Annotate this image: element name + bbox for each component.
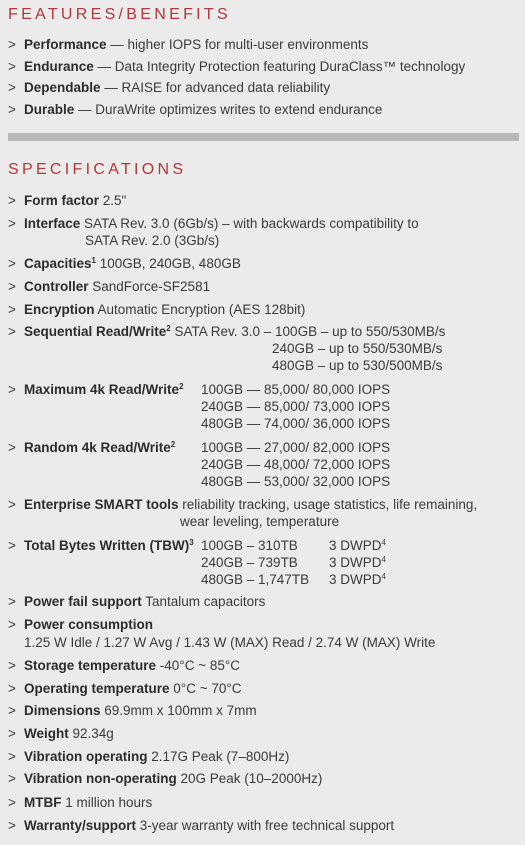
spec-value: 100GB – 310TB: [201, 538, 298, 553]
spec-label: Maximum 4k Read/Write: [24, 382, 180, 397]
bullet-arrow-icon: >: [8, 382, 16, 397]
spec-value: 480GB – 1,747TB: [201, 572, 310, 587]
dwpd-value: 3 DWPD: [329, 555, 382, 570]
bullet-arrow-icon: >: [8, 324, 16, 339]
spec-value: 240GB — 48,000/ 72,000 IOPS: [201, 457, 391, 472]
bullet-arrow-icon: >: [8, 497, 16, 512]
bullet-arrow-icon: >: [8, 681, 16, 696]
bullet-arrow-icon: >: [8, 594, 16, 609]
spec-controller: [8, 278, 521, 295]
spec-value-continued: SATA Rev. 2.0 (3Gb/s): [85, 233, 220, 248]
dwpd-value: 3 DWPD: [329, 538, 382, 553]
feature-item: [8, 101, 521, 118]
spec-value: 480GB — 53,000/ 32,000 IOPS: [201, 474, 391, 489]
spec-value: 3-year warranty with free technical support: [136, 818, 395, 833]
bullet-arrow-icon: >: [8, 818, 16, 833]
bullet-arrow-icon: >: [8, 658, 16, 673]
spec-value-continued: 480GB – up to 530/500MB/s: [272, 358, 443, 373]
spec-value-list: [201, 537, 309, 588]
spec-label: Interface: [24, 216, 81, 231]
spec-label: Power consumption: [24, 617, 154, 632]
spec-value: 240GB – 739TB: [201, 555, 298, 570]
spec-label: Capacities: [24, 256, 92, 271]
spec-value: reliability tracking, usage statistics, life remaining,: [178, 497, 478, 512]
feature-label: Performance: [24, 37, 107, 52]
feature-item: [8, 79, 521, 96]
spec-value: 1 million hours: [61, 795, 153, 810]
feature-text: — DuraWrite optimizes writes to extend endurance: [74, 102, 383, 117]
spec-capacities: [8, 255, 521, 272]
spec-value: SATA Rev. 3.0 (6Gb/s) – with backwards compatibility to: [80, 216, 419, 231]
footnote-marker: 2: [179, 382, 184, 391]
spec-weight: [8, 725, 521, 742]
spec-label: Enterprise SMART tools: [24, 497, 179, 512]
bullet-arrow-icon: >: [8, 795, 16, 810]
spec-value: -40°C ~ 85°C: [156, 658, 241, 673]
footnote-marker: 1: [91, 256, 96, 265]
spec-label: Power fail support: [24, 594, 142, 609]
spec-label: Weight: [24, 726, 69, 741]
spec-power-consumption: [8, 616, 521, 633]
spec-label: MTBF: [24, 795, 62, 810]
spec-label: Sequential Read/Write: [24, 324, 167, 339]
spec-value: Automatic Encryption (AES 128bit): [94, 302, 306, 317]
spec-label: Operating temperature: [24, 681, 170, 696]
feature-item: [8, 58, 521, 75]
bullet-arrow-icon: >: [8, 749, 16, 764]
bullet-arrow-icon: >: [8, 37, 16, 52]
section-divider: [8, 133, 519, 141]
spec-value: Tantalum capacitors: [141, 594, 266, 609]
bullet-arrow-icon: >: [8, 216, 16, 231]
spec-label: Dimensions: [24, 703, 101, 718]
spec-storage-temp: [8, 657, 521, 674]
bullet-arrow-icon: >: [8, 440, 16, 455]
spec-warranty: [8, 817, 521, 834]
spec-label: Controller: [24, 279, 89, 294]
footnote-marker: 3: [189, 538, 194, 547]
feature-text: — Data Integrity Protection featuring DuraClass™ technology: [93, 59, 466, 74]
feature-text: — RAISE for advanced data reliability: [100, 80, 331, 95]
spec-mtbf: [8, 794, 521, 811]
feature-text: — higher IOPS for multi-user environments: [106, 37, 369, 52]
spec-dwpd: [329, 554, 386, 571]
spec-sequential: [8, 323, 521, 340]
spec-label: Warranty/support: [24, 818, 137, 833]
bullet-arrow-icon: >: [8, 703, 16, 718]
feature-label: Dependable: [24, 80, 101, 95]
spec-value-list: [201, 381, 390, 432]
spec-value: SATA Rev. 3.0 – 100GB – up to 550/530MB/s: [170, 324, 446, 339]
spec-vibration-non-operating: [8, 770, 521, 787]
spec-dimensions: [8, 702, 521, 719]
bullet-arrow-icon: >: [8, 279, 16, 294]
footnote-marker: 4: [381, 538, 386, 547]
spec-value: 69.9mm x 100mm x 7mm: [100, 703, 257, 718]
spec-label: Vibration operating: [24, 749, 148, 764]
spec-value: 0°C ~ 70°C: [169, 681, 242, 696]
bullet-arrow-icon: >: [8, 59, 16, 74]
spec-value: 92.34g: [68, 726, 114, 741]
spec-value-continued: 1.25 W Idle / 1.27 W Avg / 1.43 W (MAX) Read / 2.74 W (MAX) Write: [24, 635, 436, 650]
spec-dwpd: [329, 537, 386, 554]
bullet-arrow-icon: >: [8, 102, 16, 117]
bullet-arrow-icon: >: [8, 617, 16, 632]
spec-value: 480GB — 74,000/ 36,000 IOPS: [201, 416, 391, 431]
footnote-marker: 2: [170, 440, 176, 449]
spec-value-list: [201, 439, 390, 490]
spec-label: Form factor: [24, 193, 100, 208]
footnote-marker: 4: [381, 572, 386, 581]
bullet-arrow-icon: >: [8, 80, 16, 95]
specifications-title: SPECIFICATIONS: [8, 161, 187, 178]
bullet-arrow-icon: >: [8, 538, 16, 553]
spec-smart: [8, 496, 521, 513]
spec-label: Storage temperature: [24, 658, 157, 673]
spec-operating-temp: [8, 680, 521, 697]
spec-label: Total Bytes Written (TBW): [24, 538, 190, 553]
spec-value: 2.17G Peak (7–800Hz): [147, 749, 290, 764]
spec-value: SandForce-SF2581: [88, 279, 211, 294]
spec-form-factor: [8, 192, 521, 209]
features-title: FEATURES/BENEFITS: [8, 6, 231, 23]
bullet-arrow-icon: >: [8, 302, 16, 317]
spec-interface: [8, 215, 521, 232]
spec-value: 20G Peak (10–2000Hz): [176, 771, 323, 786]
spec-value: 100GB, 240GB, 480GB: [96, 256, 241, 271]
feature-item: [8, 36, 521, 53]
spec-label: Vibration non-operating: [24, 771, 177, 786]
spec-dwpd-list: [329, 537, 386, 588]
spec-vibration-operating: [8, 748, 521, 765]
feature-label: Endurance: [24, 59, 94, 74]
spec-label: Random 4k Read/Write: [24, 440, 171, 455]
spec-value: 2.5": [99, 193, 127, 208]
dwpd-value: 3 DWPD: [329, 572, 382, 587]
spec-power-fail: [8, 593, 521, 610]
bullet-arrow-icon: >: [8, 256, 16, 271]
spec-label: Encryption: [24, 302, 95, 317]
bullet-arrow-icon: >: [8, 193, 16, 208]
spec-dwpd: [329, 571, 386, 588]
spec-value-continued: 240GB – up to 550/530MB/s: [272, 341, 443, 356]
spec-value: 100GB — 85,000/ 80,000 IOPS: [201, 382, 391, 397]
footnote-marker: 4: [381, 555, 386, 564]
bullet-arrow-icon: >: [8, 771, 16, 786]
bullet-arrow-icon: >: [8, 726, 16, 741]
spec-value-continued: wear leveling, temperature: [180, 514, 340, 529]
spec-encryption: [8, 301, 521, 318]
spec-value: 240GB — 85,000/ 73,000 IOPS: [201, 399, 391, 414]
spec-value: 100GB — 27,000/ 82,000 IOPS: [201, 440, 391, 455]
feature-label: Durable: [24, 102, 75, 117]
footnote-marker: 2: [166, 324, 171, 333]
